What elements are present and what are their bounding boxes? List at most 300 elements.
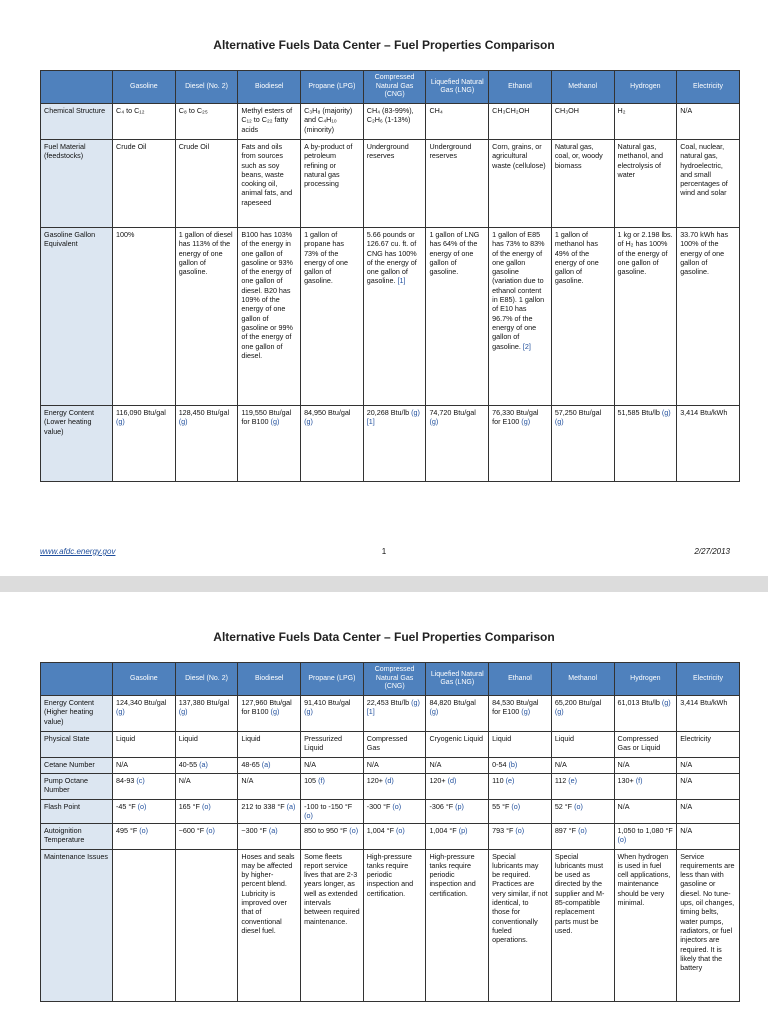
cell-text: Liquid [492, 734, 512, 743]
cell-text: -300 °F [366, 802, 391, 811]
table-cell [363, 758, 426, 774]
table-header-row [41, 663, 740, 696]
reference-link[interactable]: (f) [635, 776, 643, 785]
table-cell [551, 104, 614, 140]
cell-text: Coal, nuclear, natural gas, hydroelectric, and small percentages of wind and solar [680, 142, 728, 198]
table-cell [489, 140, 552, 228]
table-cell [113, 104, 176, 140]
table-cell [489, 800, 552, 824]
cell-text: 120+ [366, 776, 383, 785]
table-cell [614, 800, 677, 824]
cell-text: N/A [680, 776, 693, 785]
cell-text: N/A [116, 760, 128, 769]
cell-text: Underground reserves [366, 142, 409, 161]
column-header: Ethanol [489, 71, 552, 104]
table-cell [614, 228, 677, 406]
table-cell [175, 140, 238, 228]
cell-text: CH₄ (83-99%), C₂H₆ (1-13%) [366, 106, 414, 125]
cell-text: Service requirements are less than with gasoline or diesel. No tune-ups, oil changes, timing belts, water pumps, radiators, or fuel injectors are required. It is likely that the battery [680, 851, 735, 973]
table-cell [677, 758, 740, 774]
table-cell [175, 104, 238, 140]
reference-link[interactable]: (a) [268, 825, 278, 835]
table-header-row [41, 71, 740, 104]
cell-text: 52 °F [554, 802, 573, 811]
reference-link[interactable]: (d) [447, 776, 457, 785]
cell-text: 1 gallon of methanol has 49% of the energy of one gallon of gasoline. [554, 230, 599, 286]
table-cell [489, 849, 552, 1001]
table-cell [489, 228, 552, 406]
cell-text: 124,340 Btu/gal [116, 698, 167, 707]
cell-text: Methyl esters of C₁₂ to C₂₂ fatty acids [241, 106, 293, 134]
table-cell [113, 696, 176, 732]
cell-text: CH₃CH₂OH [492, 106, 530, 115]
cell-text: 55 °F [492, 802, 510, 811]
cell-text: 212 to 338 °F [241, 802, 285, 811]
cell-text: 116,090 Btu/gal [116, 408, 166, 417]
cell-text: 1,050 to 1,080 °F [617, 825, 673, 835]
cell-text: Some fleets report service lives that are 2-3 years longer, as well as extended intervals between required maintenance. [304, 851, 360, 926]
table-cell [489, 406, 552, 482]
table-header-corner [41, 663, 113, 696]
reference-link[interactable]: (g) [661, 408, 671, 417]
reference-link[interactable]: (o) [139, 825, 149, 835]
table-cell [426, 732, 489, 758]
cell-text: 1,004 °F [366, 825, 394, 835]
reference-link[interactable]: (g) [116, 707, 125, 717]
table-cell [301, 696, 364, 732]
table-cell [175, 228, 238, 406]
table-cell [301, 228, 364, 406]
cell-text: 51,585 Btu/lb [617, 408, 660, 417]
table-cell [238, 849, 301, 1001]
cell-text: 897 °F [554, 825, 577, 835]
table-cell [551, 823, 614, 849]
cell-text: CH₃OH [554, 106, 579, 115]
reference-link[interactable]: (g) [554, 707, 564, 717]
table-cell [489, 758, 552, 774]
cell-text: 3,414 Btu/kWh [680, 698, 728, 707]
cell-text: 1 gallon of diesel has 113% of the energy of one gallon of gasoline. [178, 230, 233, 277]
table-cell [614, 758, 677, 774]
fuel-properties-table [40, 662, 740, 1002]
table-cell [551, 406, 614, 482]
reference-link[interactable]: (g) [521, 417, 531, 427]
cell-text: 65,200 Btu/gal [554, 698, 602, 707]
table-row [41, 800, 740, 824]
table-cell [175, 406, 238, 482]
table-cell [175, 758, 238, 774]
table-cell [551, 696, 614, 732]
cell-text: Hoses and seals may be affected by higher-percent blend. Lubricity is improved over that of conventional diesel fuel. [241, 851, 295, 935]
cell-text: When hydrogen is used in fuel cell applications, maintenance should be very minimal. [617, 851, 671, 908]
reference-link[interactable]: (g) [270, 417, 280, 427]
reference-link[interactable]: (o) [201, 802, 211, 811]
cell-text: 3,414 Btu/kWh [680, 408, 728, 417]
reference-link[interactable]: (o) [349, 825, 359, 835]
cell-text: 33.70 kWh has 100% of the energy of one gallon of gasoline. [680, 230, 729, 277]
reference-link[interactable]: (g) [429, 417, 439, 427]
table-cell [238, 406, 301, 482]
cell-text: Special lubricants must be used as directed by the supplier and M-85-compatible replacement parts must be used. [554, 851, 605, 935]
cell-text: 130+ [617, 776, 634, 785]
row-label: Flash Point [41, 800, 113, 824]
cell-text: N/A [680, 760, 693, 769]
table-row [41, 732, 740, 758]
cell-text: A by-product of petroleum refining or natural gas processing [304, 142, 353, 189]
table-cell [489, 732, 552, 758]
cell-text: C₈ to C₂₅ [178, 106, 208, 115]
cell-text: 5.66 pounds or 126.67 cu. ft. of CNG has 100% of the energy of one gallon of gasoline. [366, 230, 417, 286]
reference-link[interactable]: (g) [1] [366, 408, 420, 427]
cell-text: 850 to 950 °F [304, 825, 348, 835]
column-header: Propane (LPG) [301, 71, 364, 104]
cell-text: 48-65 [241, 760, 260, 769]
table-row [41, 104, 740, 140]
table-cell [113, 140, 176, 228]
cell-text: Electricity [680, 734, 711, 743]
cell-text: 1 gallon of E85 has 73% to 83% of the energy of one gallon gasoline (variation due to ethanol content in E85). 1 gallon of E10 has 96.7% of the energy of one gallon of gasoline. [492, 230, 545, 351]
document-page-2 [0, 592, 768, 1024]
table-cell [677, 140, 740, 228]
row-label: Pump Octane Number [41, 774, 113, 800]
column-header: Methanol [551, 663, 614, 696]
table-cell [614, 849, 677, 1001]
cell-text: 128,450 Btu/gal [178, 408, 230, 417]
table-cell [113, 823, 176, 849]
column-header: Ethanol [489, 663, 552, 696]
table-cell [489, 774, 552, 800]
cell-text: 0-54 [492, 760, 507, 769]
table-cell [677, 732, 740, 758]
table-cell [426, 140, 489, 228]
cell-text: 793 °F [492, 825, 514, 835]
cell-text: N/A [680, 802, 693, 811]
reference-link[interactable]: (g) [304, 707, 313, 717]
cell-text: 84-93 [116, 776, 135, 785]
cell-text: 112 [554, 776, 567, 785]
reference-link[interactable]: (o) [392, 802, 402, 811]
reference-link[interactable]: (a) [261, 760, 271, 769]
cell-text: ~600 °F [178, 825, 205, 835]
reference-link[interactable]: (o) [396, 825, 405, 835]
cell-text: 105 [304, 776, 317, 785]
cell-text: Crude Oil [116, 142, 147, 151]
table-cell [614, 104, 677, 140]
reference-link[interactable]: (o) [617, 834, 627, 844]
table-row [41, 823, 740, 849]
reference-link[interactable]: [1] [397, 276, 406, 286]
table-cell [363, 849, 426, 1001]
table-cell [489, 823, 552, 849]
cell-text: Liquid [241, 734, 261, 743]
cell-text: 74,720 Btu/gal [429, 408, 476, 417]
row-label: Maintenance Issues [41, 849, 113, 1001]
cell-text: N/A [680, 825, 693, 835]
table-cell [301, 140, 364, 228]
reference-link[interactable]: (g) [304, 417, 313, 427]
table-cell [426, 774, 489, 800]
reference-link[interactable]: (g) [178, 707, 188, 717]
cell-text: N/A [554, 760, 567, 769]
column-header: Liquefied Natural Gas (LNG) [426, 663, 489, 696]
cell-text: N/A [178, 776, 191, 785]
column-header: Methanol [551, 71, 614, 104]
cell-text: N/A [617, 802, 630, 811]
table-cell [614, 406, 677, 482]
column-header: Diesel (No. 2) [175, 663, 238, 696]
table-cell [238, 774, 301, 800]
cell-text: H₂ [617, 106, 626, 115]
cell-text: N/A [617, 760, 630, 769]
table-cell [551, 228, 614, 406]
table-cell [363, 732, 426, 758]
table-cell [238, 104, 301, 140]
cell-text: 1 gallon of LNG has 64% of the energy of one gallon of gasoline. [429, 230, 480, 277]
table-cell [677, 774, 740, 800]
cell-text: Pressurized Liquid [304, 734, 343, 753]
cell-text: 40-55 [178, 760, 198, 769]
table-cell [301, 732, 364, 758]
cell-text: -100 to -150 °F [304, 802, 353, 811]
table-cell [363, 104, 426, 140]
table-cell [551, 732, 614, 758]
table-cell [426, 823, 489, 849]
row-label: Fuel Material (feedstocks) [41, 140, 113, 228]
table-cell [426, 800, 489, 824]
reference-link[interactable]: (o) [137, 802, 147, 811]
cell-text: 57,250 Btu/gal [554, 408, 602, 417]
table-cell [175, 732, 238, 758]
cell-text: 76,330 Btu/gal for E100 [492, 408, 539, 427]
reference-link[interactable]: (e) [505, 776, 515, 785]
table-cell [551, 849, 614, 1001]
cell-text: -45 °F [116, 802, 136, 811]
column-header: Compressed Natural Gas (CNG) [363, 663, 426, 696]
column-header: Liquefied Natural Gas (LNG) [426, 71, 489, 104]
table-cell [551, 774, 614, 800]
table-row [41, 849, 740, 1001]
table-cell [301, 104, 364, 140]
table-cell [551, 758, 614, 774]
cell-text: 165 °F [178, 802, 200, 811]
row-label: Cetane Number [41, 758, 113, 774]
fuel-properties-table [40, 70, 740, 482]
cell-text: 84,950 Btu/gal [304, 408, 351, 417]
cell-text: 100% [116, 230, 135, 239]
table-cell [238, 228, 301, 406]
table-row [41, 228, 740, 406]
table-cell [175, 696, 238, 732]
table-cell [677, 800, 740, 824]
table-cell [175, 849, 238, 1001]
table-cell [238, 696, 301, 732]
table-cell [238, 758, 301, 774]
reference-link[interactable]: (g) [554, 417, 564, 427]
table-cell [175, 823, 238, 849]
reference-link[interactable]: (p) [455, 802, 464, 811]
table-cell [363, 800, 426, 824]
cell-text: C₄ to C₁₂ [116, 106, 145, 115]
cell-text: N/A [680, 106, 693, 115]
table-header-corner [41, 71, 113, 104]
cell-text: High-pressure tanks require periodic inspection and certification. [429, 851, 476, 898]
row-label: Autoignition Temperature [41, 823, 113, 849]
cell-text: ~300 °F [241, 825, 267, 835]
cell-text: Compressed Gas or Liquid [617, 734, 661, 753]
reference-link[interactable]: (o) [574, 802, 583, 811]
table-cell [363, 696, 426, 732]
table-cell [301, 774, 364, 800]
table-cell [301, 406, 364, 482]
reference-link[interactable]: (o) [511, 802, 521, 811]
table-cell [614, 774, 677, 800]
table-cell [301, 800, 364, 824]
cell-text: 84,820 Btu/gal [429, 698, 476, 707]
reference-link[interactable]: (g) [429, 707, 439, 717]
table-cell [363, 823, 426, 849]
cell-text: Liquid [116, 734, 136, 743]
table-cell [677, 104, 740, 140]
cell-text: 1 kg or 2.198 lbs. of H₂ has 100% of the energy of one gallon of gasoline. [617, 230, 673, 277]
reference-link[interactable]: (f) [318, 776, 325, 785]
cell-text: 127,960 Btu/gal for B100 [241, 698, 292, 717]
page-number: 1 [381, 547, 387, 556]
cell-text: Liquid [554, 734, 574, 743]
table-cell [301, 758, 364, 774]
table-cell [677, 406, 740, 482]
table-cell [614, 823, 677, 849]
cell-text: 119,550 Btu/gal for B100 [241, 408, 292, 427]
column-header: Electricity [677, 663, 740, 696]
table-cell [113, 800, 176, 824]
cell-text: Fats and oils from sources such as soy beans, waste cooking oil, animal fats, and rapeseed [241, 142, 293, 207]
table-cell [677, 849, 740, 1001]
page-title: Alternative Fuels Data Center – Fuel Properties Comparison [213, 38, 555, 52]
table-cell [363, 228, 426, 406]
table-cell [426, 228, 489, 406]
cell-text: Natural gas, methanol, and electrolysis of water [617, 142, 664, 179]
table-cell [426, 758, 489, 774]
table-cell [175, 774, 238, 800]
cell-text: Natural gas, coal, or, woody biomass [554, 142, 603, 170]
cell-text: 495 °F [116, 825, 138, 835]
cell-text: Underground reserves [429, 142, 472, 161]
cell-text: Cryogenic Liquid [429, 734, 483, 743]
table-cell [551, 140, 614, 228]
row-label: Chemical Structure [41, 104, 113, 140]
table-cell [113, 774, 176, 800]
table-cell [489, 104, 552, 140]
reference-link[interactable]: (o) [304, 811, 313, 821]
cell-text: 137,380 Btu/gal [178, 698, 230, 707]
cell-text: 1 gallon of propane has 73% of the energy of one gallon of gasoline. [304, 230, 349, 286]
table-cell [489, 696, 552, 732]
table-cell [113, 228, 176, 406]
cell-text: B100 has 103% of the energy in one gallon of gasoline or 93% of the energy of one gallon of diesel. B20 has 109% of the energy of one gallon of gasoline or 99% of the energy of one gallon of diesel. [241, 230, 293, 360]
reference-link[interactable]: (b) [508, 760, 518, 769]
row-label: Energy Content (Higher heating value) [41, 696, 113, 732]
cell-text: Crude Oil [178, 142, 210, 151]
cell-text: Corn, grains, or agricultural waste (cellulose) [492, 142, 546, 170]
reference-link[interactable]: (g) [116, 417, 125, 427]
column-header: Hydrogen [614, 71, 677, 104]
column-header: Compressed Natural Gas (CNG) [363, 71, 426, 104]
cell-text: 110 [492, 776, 504, 785]
table-row [41, 696, 740, 732]
column-header: Biodiesel [238, 71, 301, 104]
reference-link[interactable]: (g) [178, 417, 188, 427]
column-header: Electricity [677, 71, 740, 104]
cell-text: High-pressure tanks require periodic inspection and certification. [366, 851, 414, 898]
table-cell [426, 406, 489, 482]
cell-text: 1,004 °F [429, 825, 457, 835]
table-cell [238, 140, 301, 228]
cell-text: N/A [429, 760, 442, 769]
cell-text: 22,453 Btu/lb [366, 698, 410, 707]
table-cell [175, 800, 238, 824]
cell-text: Liquid [178, 734, 198, 743]
reference-link[interactable]: (a) [199, 760, 208, 769]
cell-text: Compressed Gas [366, 734, 408, 753]
table-row [41, 140, 740, 228]
website-link[interactable]: www.afdc.energy.gov [40, 547, 116, 556]
cell-text: N/A [304, 760, 317, 769]
reference-link[interactable]: (o) [206, 825, 215, 835]
table-cell [113, 406, 176, 482]
row-label: Physical State [41, 732, 113, 758]
reference-link[interactable]: (d) [384, 776, 394, 785]
cell-text: 120+ [429, 776, 446, 785]
cell-text: 84,530 Btu/gal for E100 [492, 698, 539, 717]
reference-link[interactable]: (p) [458, 825, 468, 835]
column-header: Propane (LPG) [301, 663, 364, 696]
table-cell [426, 696, 489, 732]
reference-link[interactable]: (g) [270, 707, 280, 717]
reference-link[interactable]: (e) [568, 776, 578, 785]
column-header: Biodiesel [238, 663, 301, 696]
reference-link[interactable]: [2] [522, 341, 531, 351]
cell-text: C₃H₈ (majority) and C₄H₁₀ (minority) [304, 106, 353, 134]
reference-link[interactable]: (g) [1] [366, 698, 420, 717]
reference-link[interactable]: (o) [578, 825, 587, 835]
table-cell [677, 823, 740, 849]
table-row [41, 758, 740, 774]
page-title: Alternative Fuels Data Center – Fuel Properties Comparison [213, 630, 555, 644]
cell-text: CH₄ [429, 106, 443, 115]
table-cell [426, 104, 489, 140]
table-cell [238, 800, 301, 824]
page-date: 2/27/2013 [694, 547, 730, 556]
table-cell [238, 823, 301, 849]
column-header: Gasoline [113, 663, 176, 696]
column-header: Diesel (No. 2) [175, 71, 238, 104]
reference-link[interactable]: (a) [286, 802, 296, 811]
table-row [41, 406, 740, 482]
reference-link[interactable]: (g) [521, 707, 531, 717]
table-cell [238, 732, 301, 758]
cell-text: 20,268 Btu/lb [366, 408, 410, 417]
table-cell [426, 849, 489, 1001]
table-row [41, 774, 740, 800]
cell-text: N/A [366, 760, 379, 769]
cell-text: N/A [241, 776, 254, 785]
reference-link[interactable]: (c) [136, 776, 145, 785]
table-cell [363, 406, 426, 482]
reference-link[interactable]: (g) [661, 698, 671, 707]
table-cell [614, 732, 677, 758]
table-cell [614, 140, 677, 228]
reference-link[interactable]: (o) [515, 825, 525, 835]
